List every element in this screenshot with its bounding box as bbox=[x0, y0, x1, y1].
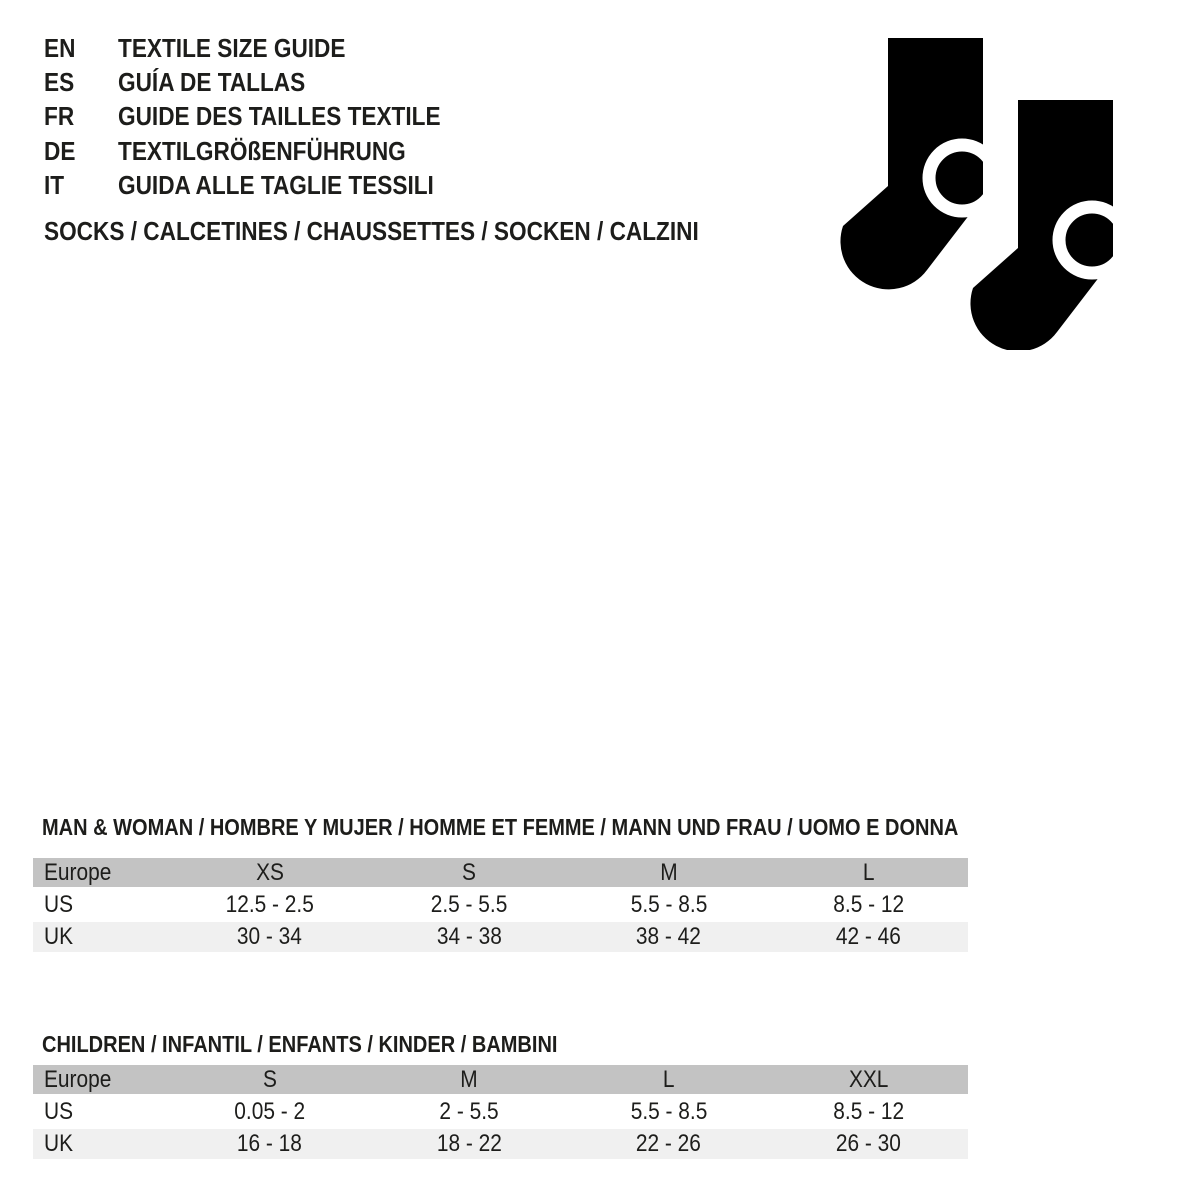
language-label: GUIDA ALLE TAGLIE TESSILI bbox=[118, 170, 434, 201]
man-woman-size-table bbox=[33, 858, 968, 952]
man-woman-table-title: MAN & WOMAN / HOMBRE Y MUJER / HOMME ET FEMME / MANN UND FRAU / UOMO E DONNA bbox=[42, 813, 959, 840]
language-row-fr bbox=[44, 100, 489, 134]
table-header-row bbox=[33, 858, 968, 887]
row-label: US bbox=[44, 1098, 74, 1125]
size-value: 22 - 26 bbox=[636, 1130, 702, 1157]
size-value: 8.5 - 12 bbox=[832, 1098, 904, 1125]
row-label: UK bbox=[44, 1130, 74, 1157]
row-label: US bbox=[44, 891, 74, 918]
size-value: 30 - 34 bbox=[237, 923, 303, 950]
header-cell-size: L bbox=[862, 858, 875, 886]
size-value: 16 - 18 bbox=[237, 1130, 303, 1157]
language-label: GUÍA DE TALLAS bbox=[118, 67, 306, 98]
table-row-us bbox=[33, 1097, 968, 1127]
table-row-uk bbox=[33, 922, 968, 952]
size-value: 34 - 38 bbox=[436, 923, 502, 950]
size-value: 0.05 - 2 bbox=[234, 1098, 306, 1125]
table-row-uk bbox=[33, 1129, 968, 1159]
socks-icon bbox=[815, 20, 1115, 350]
header-cell-region: Europe bbox=[44, 858, 112, 886]
size-value: 5.5 - 8.5 bbox=[630, 891, 708, 918]
language-row-it bbox=[44, 169, 489, 203]
header-cell-size: S bbox=[262, 1065, 277, 1093]
language-label: TEXTILGRÖßENFÜHRUNG bbox=[118, 135, 406, 166]
header-cell-size: L bbox=[662, 1065, 675, 1093]
language-code: EN bbox=[44, 32, 76, 63]
size-value: 26 - 30 bbox=[835, 1130, 901, 1157]
language-row-es bbox=[44, 65, 489, 99]
size-value: 18 - 22 bbox=[436, 1130, 502, 1157]
size-value: 38 - 42 bbox=[636, 923, 702, 950]
language-row-en bbox=[44, 31, 489, 65]
table-header-row bbox=[33, 1065, 968, 1094]
language-row-de bbox=[44, 134, 489, 168]
header-cell-size: M bbox=[460, 1065, 478, 1093]
header-cell-size: M bbox=[660, 858, 678, 886]
table-row-us bbox=[33, 890, 968, 920]
language-code: FR bbox=[44, 101, 75, 132]
size-value: 2.5 - 5.5 bbox=[430, 891, 508, 918]
language-title-list bbox=[44, 31, 489, 203]
size-value: 8.5 - 12 bbox=[832, 891, 904, 918]
category-heading: SOCKS / CALCETINES / CHAUSSETTES / SOCKEN / CALZINI bbox=[44, 215, 699, 246]
language-label: TEXTILE SIZE GUIDE bbox=[118, 32, 346, 63]
header-cell-size: XXL bbox=[848, 1065, 888, 1093]
size-value: 2 - 5.5 bbox=[439, 1098, 499, 1125]
size-value: 12.5 - 2.5 bbox=[225, 891, 314, 918]
header-cell-size: S bbox=[462, 858, 477, 886]
row-label: UK bbox=[44, 923, 74, 950]
language-label: GUIDE DES TAILLES TEXTILE bbox=[118, 101, 441, 132]
language-code: IT bbox=[44, 170, 65, 201]
language-code: DE bbox=[44, 135, 76, 166]
children-table-title: CHILDREN / INFANTIL / ENFANTS / KINDER / BAMBINI bbox=[42, 1030, 558, 1057]
language-code: ES bbox=[44, 67, 75, 98]
children-size-table bbox=[33, 1065, 968, 1159]
size-value: 42 - 46 bbox=[835, 923, 901, 950]
size-value: 5.5 - 8.5 bbox=[630, 1098, 708, 1125]
header-cell-size: XS bbox=[255, 858, 284, 886]
header-cell-region: Europe bbox=[44, 1065, 112, 1093]
